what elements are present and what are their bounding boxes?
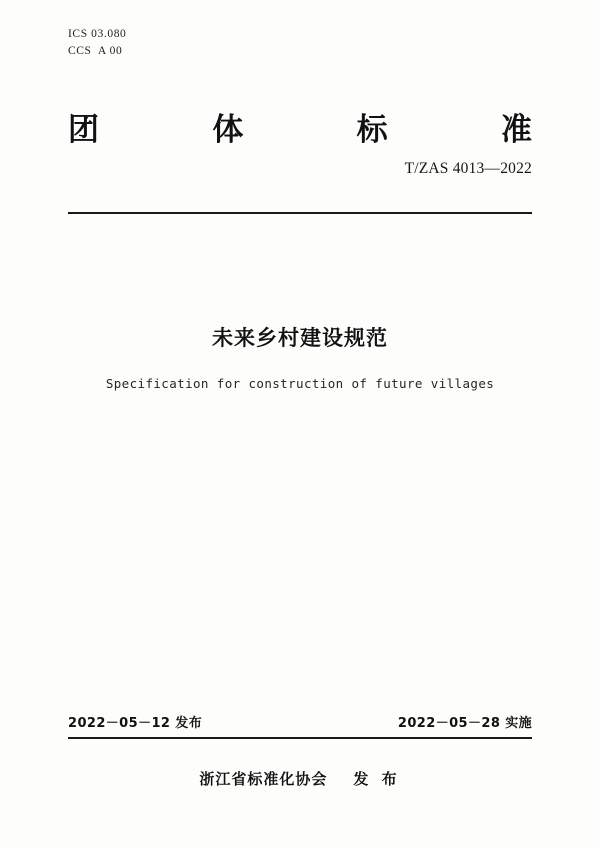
standard-type-heading [68, 104, 532, 149]
header-divider [68, 212, 532, 214]
standard-type-char-1: 团 [68, 112, 99, 148]
standard-type-char-2: 体 [212, 112, 244, 148]
ccs-code: CCS A 00 [68, 45, 123, 57]
standard-type-char-4: 准 [500, 112, 532, 148]
document-title-chinese: 未来乡村建设规范 [212, 326, 388, 350]
standard-type-char-3: 标 [356, 112, 388, 148]
classification-codes [68, 26, 126, 60]
publisher-name: 浙江省标准化协会 [199, 770, 328, 788]
issue-date: 2022－05－12 发布 [68, 716, 203, 731]
document-title-english: Specification for construction of future villages [105, 376, 495, 391]
publisher-verb: 发 布 [353, 770, 401, 788]
ics-code: ICS 03.080 [68, 28, 127, 40]
footer-divider [68, 737, 532, 739]
publisher-line [0, 768, 600, 789]
standard-number: T/ZAS 4013—2022 [404, 160, 532, 177]
effective-date: 2022－05－28 实施 [397, 716, 532, 731]
